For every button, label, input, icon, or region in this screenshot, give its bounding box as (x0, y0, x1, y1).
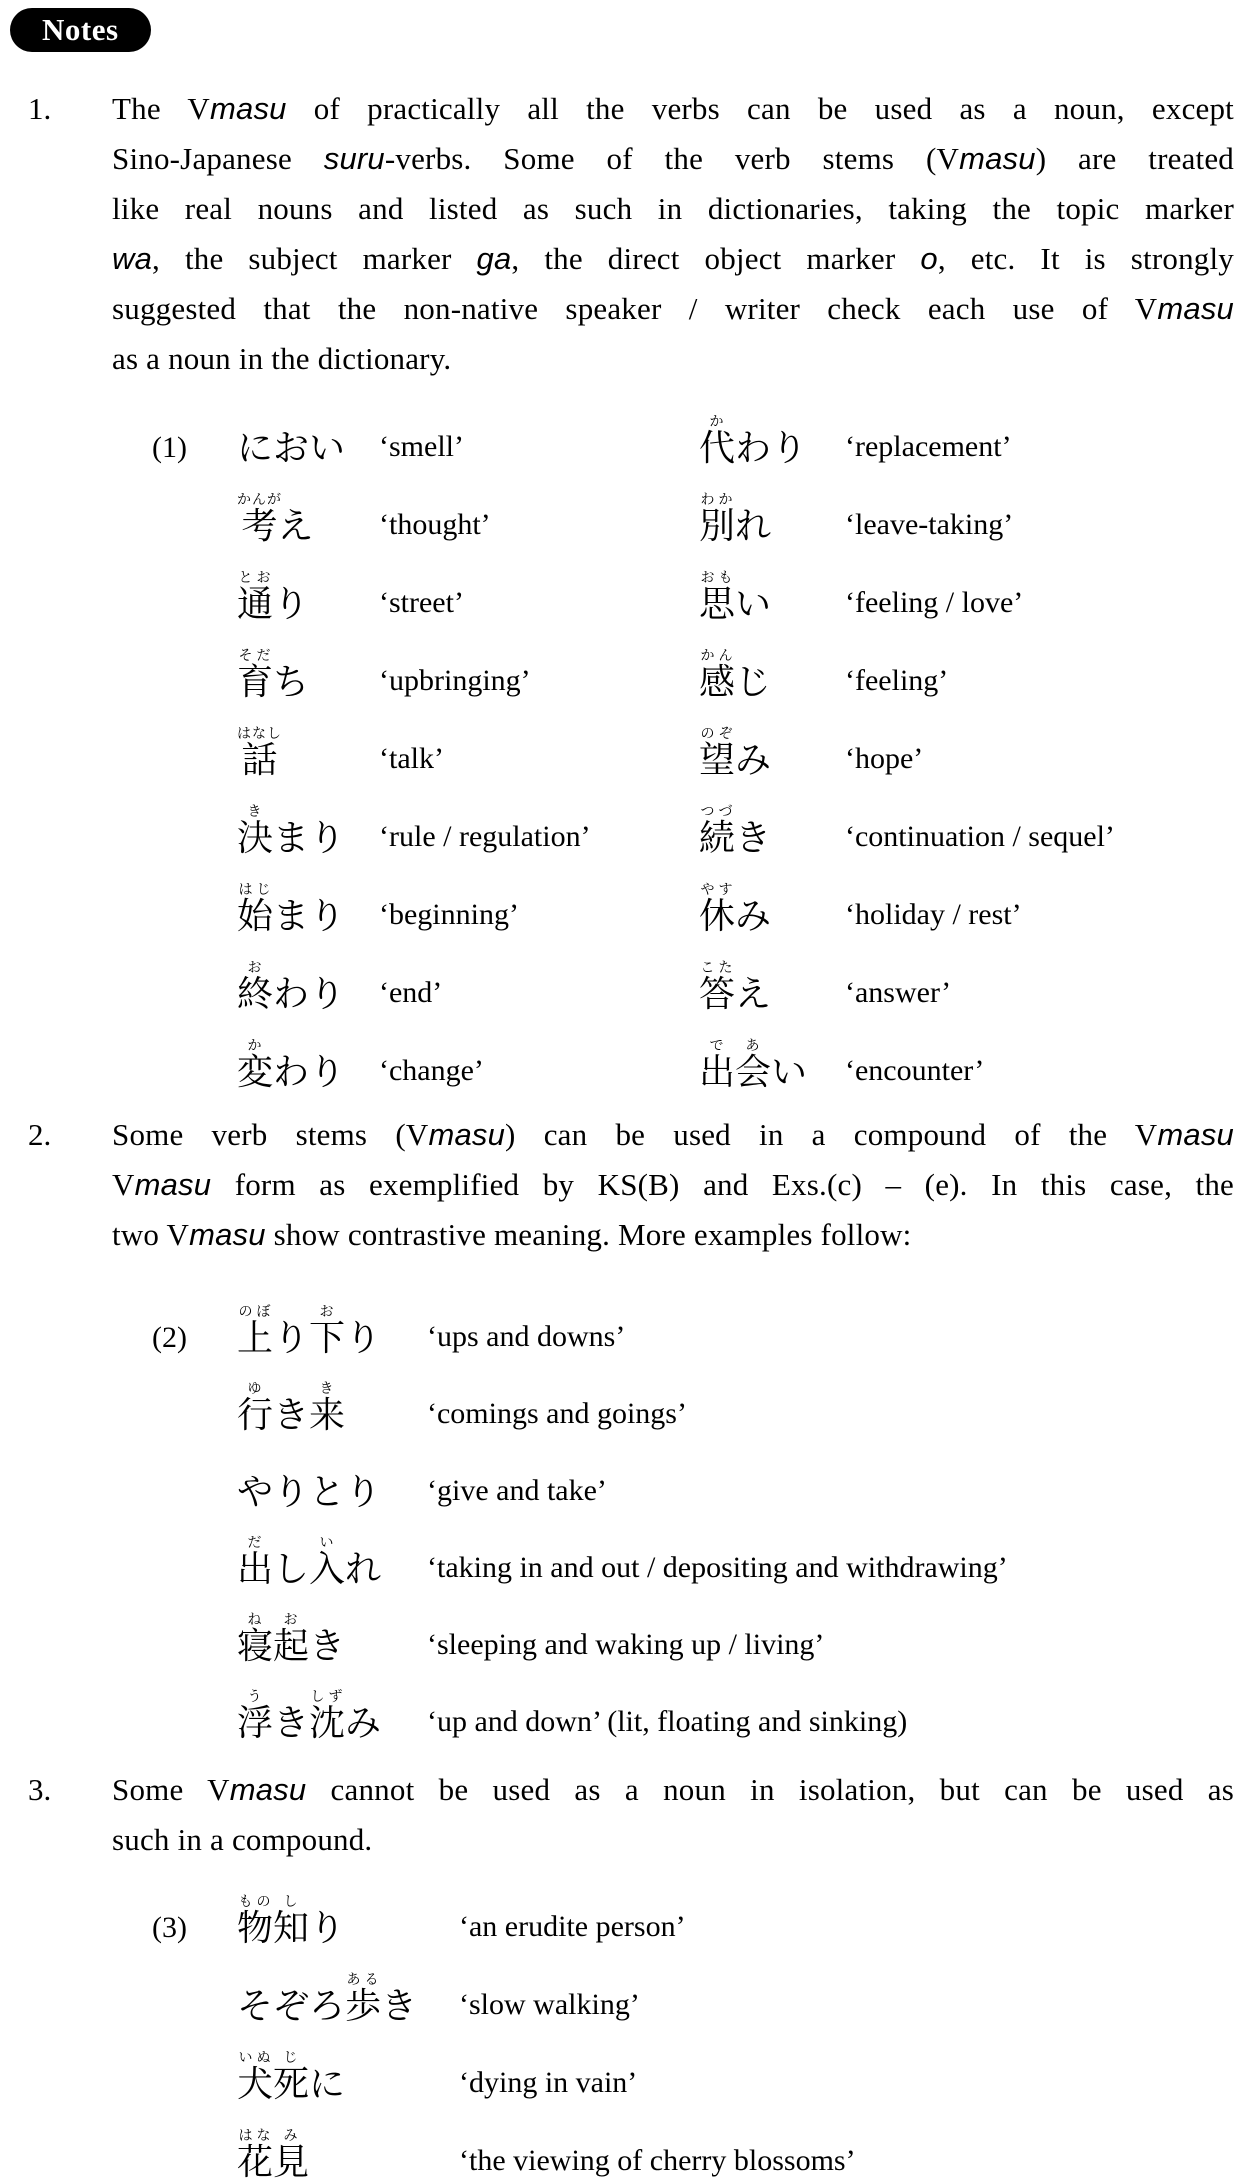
note-text (112, 84, 1234, 384)
kanji-with-furigana: 寝ね (237, 1613, 274, 1666)
english-gloss: ‘leave-taking’ (845, 508, 1014, 541)
kana-text: り (273, 1318, 310, 1358)
vocab-row (152, 1436, 1254, 1513)
furigana: はなし (237, 727, 282, 742)
kana-text: い (771, 1052, 808, 1092)
vocab-row (152, 937, 1254, 1015)
kanji-with-furigana: 望のぞ (699, 727, 736, 780)
english-gloss: ‘dying in vain’ (459, 2066, 638, 2099)
kanji-with-furigana: 来き (309, 1382, 346, 1435)
kanji-with-furigana: 変か (237, 1039, 274, 1092)
kanji-with-furigana: 別わか (699, 493, 736, 546)
kanji-with-furigana: 花はな (237, 2129, 274, 2182)
example-list-1 (152, 391, 1254, 1093)
paragraph-line (112, 284, 1234, 334)
furigana: お (237, 961, 273, 976)
text-run: Some verb stems (V (112, 1117, 429, 1152)
english-gloss: ‘feeling’ (845, 664, 949, 697)
text-run: -verbs. Some of the verb stems (V (384, 141, 960, 176)
note-text (112, 1110, 1234, 1260)
romaji-italic: suru (323, 141, 385, 176)
note-text (112, 1765, 1234, 1865)
furigana: しず (309, 1690, 346, 1705)
english-gloss: ‘smell’ (379, 430, 464, 463)
japanese-term (237, 1536, 427, 1590)
kana-text: れ (345, 1549, 382, 1589)
vocab-row (152, 2027, 1254, 2105)
example-label: (3) (152, 1911, 187, 1944)
kana-text: い (735, 584, 772, 624)
furigana: つづ (699, 805, 736, 820)
paragraph-line (112, 134, 1234, 184)
furigana: いぬ (237, 2051, 274, 2066)
kana-text: やりとり (237, 1472, 382, 1512)
english-gloss: ‘comings and goings’ (427, 1397, 687, 1430)
paragraph-line (112, 334, 1234, 384)
kanji-with-furigana: 物もの (237, 1895, 274, 1948)
kana-text: み (735, 896, 772, 936)
furigana: し (273, 1895, 310, 1910)
japanese-term (237, 1039, 379, 1093)
kanji-with-furigana: 起お (273, 1613, 310, 1666)
furigana: か (237, 1039, 273, 1054)
text-run: V (112, 1167, 135, 1202)
kana-text: き (735, 818, 772, 858)
furigana: こた (699, 961, 736, 976)
japanese-term (237, 1690, 427, 1744)
kanji-with-furigana: 育そだ (237, 649, 274, 702)
note-3 (0, 1765, 1254, 2183)
note-1 (0, 84, 1254, 1093)
japanese-term (237, 961, 379, 1015)
text-run: such in a compound. (112, 1822, 373, 1857)
vocab-row (152, 625, 1254, 703)
text-run: , the subject marker (152, 241, 477, 276)
kana-text: え (277, 506, 314, 546)
furigana: のぞ (699, 727, 736, 742)
vocab-row (152, 1949, 1254, 2027)
english-gloss: ‘feeling / love’ (845, 586, 1024, 619)
paragraph-line (112, 1160, 1234, 1210)
kana-text: り (309, 1908, 346, 1948)
note-number: 3. (28, 1772, 52, 1807)
kanji-with-furigana: 決き (237, 805, 274, 858)
english-gloss: ‘answer’ (845, 976, 952, 1009)
kana-text: し (273, 1549, 310, 1589)
furigana: で (699, 1039, 735, 1054)
note-3-paragraph (0, 1765, 1254, 1865)
japanese-term (237, 649, 379, 703)
paragraph-line (112, 1110, 1234, 1160)
note-number: 1. (28, 91, 52, 126)
furigana: かんが (237, 493, 282, 508)
english-gloss: ‘street’ (379, 586, 464, 619)
kanji-with-furigana: 下お (309, 1305, 346, 1358)
japanese-term (237, 1471, 427, 1513)
kanji-with-furigana: 始はじ (237, 883, 274, 936)
kana-text: そぞろ (237, 1986, 346, 2026)
english-gloss: ‘taking in and out / depositing and withdrawing’ (427, 1551, 1008, 1584)
vocab-row (152, 2105, 1254, 2183)
furigana: のぼ (237, 1305, 274, 1320)
kanji-with-furigana: 浮う (237, 1690, 274, 1743)
japanese-term (237, 1895, 459, 1949)
furigana: わか (699, 493, 736, 508)
romaji-italic: masu (959, 141, 1036, 176)
kanji-with-furigana: 終お (237, 961, 274, 1014)
kanji-with-furigana: 通とお (237, 571, 274, 624)
japanese-term (237, 571, 379, 625)
furigana: か (699, 415, 735, 430)
example-label: (1) (152, 431, 187, 464)
romaji-italic: masu (1157, 1117, 1234, 1152)
furigana: やす (699, 883, 736, 898)
text-run: form as exemplified by KS(B) and Exs.(c) – (e). In this case, the (211, 1167, 1234, 1202)
english-gloss: ‘ups and downs’ (427, 1320, 626, 1353)
kana-text: り (345, 1318, 382, 1358)
kanji-with-furigana: 考かんが (237, 493, 282, 546)
kana-text: き (273, 1703, 310, 1743)
romaji-italic: ga (476, 241, 512, 276)
furigana: とお (237, 571, 274, 586)
english-gloss: ‘up and down’ (lit, floating and sinking) (427, 1705, 908, 1738)
japanese-term (699, 805, 845, 859)
vocab-row (152, 469, 1254, 547)
kanji-with-furigana: 続つづ (699, 805, 736, 858)
kanji-with-furigana: 代か (699, 415, 736, 468)
vocab-row (152, 1667, 1254, 1744)
japanese-term (237, 1305, 427, 1359)
furigana: もの (237, 1895, 274, 1910)
japanese-term (237, 493, 379, 547)
text-run: , the direct object marker (511, 241, 921, 276)
note-2-paragraph (0, 1110, 1254, 1260)
kanji-with-furigana: 出だ (237, 1536, 274, 1589)
kana-text: におい (237, 428, 346, 468)
kanji-with-furigana: 沈しず (309, 1690, 346, 1743)
text-run: as a noun in the dictionary. (112, 341, 452, 376)
furigana: き (309, 1382, 346, 1397)
text-run: two V (112, 1217, 190, 1252)
furigana: ゆ (237, 1382, 273, 1397)
furigana: ある (345, 1973, 382, 1988)
kana-text: わり (273, 974, 346, 1014)
text-run: cannot be used as a noun in isolation, but can be used as (306, 1772, 1235, 1807)
romaji-italic: masu (229, 1772, 307, 1807)
kanji-with-furigana: 入い (309, 1536, 346, 1589)
vocab-row (152, 547, 1254, 625)
furigana: だ (237, 1536, 273, 1551)
japanese-term (699, 571, 845, 625)
kana-text: み (345, 1703, 382, 1743)
japanese-term (699, 649, 845, 703)
japanese-term (699, 1039, 845, 1093)
japanese-term (699, 961, 845, 1015)
japanese-term (237, 427, 379, 469)
kana-text: き (273, 1395, 310, 1435)
vocab-row (152, 391, 1254, 469)
kanji-with-furigana: 知し (273, 1895, 310, 1948)
text-run: suggested that the non-native speaker / writer check each use of V (112, 291, 1158, 326)
vocab-row (152, 1282, 1254, 1359)
text-run: like real nouns and listed as such in dictionaries, taking the topic marker (112, 191, 1234, 226)
paragraph-line (112, 1210, 1234, 1260)
kana-text: り (273, 584, 310, 624)
kana-text: わり (735, 428, 808, 468)
english-gloss: ‘encounter’ (845, 1054, 985, 1087)
english-gloss: ‘replacement’ (845, 430, 1012, 463)
furigana: お (273, 1613, 310, 1628)
kanji-with-furigana: 答こた (699, 961, 736, 1014)
kana-text: え (735, 974, 772, 1014)
romaji-italic: masu (189, 1217, 266, 1252)
example-label: (2) (152, 1321, 187, 1354)
text-run: ) can be used in a compound of the V (505, 1117, 1158, 1152)
text-run: Some V (112, 1772, 230, 1807)
english-gloss: ‘an erudite person’ (459, 1910, 686, 1943)
furigana: おも (699, 571, 736, 586)
english-gloss: ‘slow walking’ (459, 1988, 640, 2021)
english-gloss: ‘end’ (379, 976, 443, 1009)
romaji-italic: masu (1157, 291, 1234, 326)
paragraph-line (112, 234, 1234, 284)
kana-text: まり (273, 896, 346, 936)
japanese-term (237, 883, 379, 937)
vocab-row (152, 1590, 1254, 1667)
english-gloss: ‘talk’ (379, 742, 444, 775)
english-gloss: ‘hope’ (845, 742, 924, 775)
kana-text: ち (273, 662, 310, 702)
japanese-term (237, 1382, 427, 1436)
kanji-with-furigana: 上のぼ (237, 1305, 274, 1358)
kanji-with-furigana: 歩ある (345, 1973, 382, 2026)
furigana: あ (735, 1039, 772, 1054)
furigana: かん (699, 649, 736, 664)
kana-text: き (309, 1626, 346, 1666)
kana-text: に (309, 2064, 346, 2104)
japanese-term (237, 2129, 459, 2183)
english-gloss: ‘the viewing of cherry blossoms’ (459, 2144, 856, 2177)
kanji-with-furigana: 行ゆ (237, 1382, 274, 1435)
example-list-2 (152, 1282, 1254, 1744)
text-run: show contrastive meaning. More examples follow: (265, 1217, 912, 1252)
kanji-with-furigana: 出で (699, 1039, 736, 1092)
japanese-term (237, 1973, 459, 2027)
japanese-term (699, 883, 845, 937)
vocab-row (152, 1871, 1254, 1949)
kanji-with-furigana: 犬いぬ (237, 2051, 274, 2104)
kana-text: わり (273, 1052, 346, 1092)
note-number: 2. (28, 1117, 52, 1152)
paragraph-line (112, 84, 1234, 134)
romaji-italic: masu (134, 1167, 212, 1202)
furigana: う (237, 1690, 273, 1705)
english-gloss: ‘give and take’ (427, 1474, 607, 1507)
note-2 (0, 1110, 1254, 1744)
english-gloss: ‘upbringing’ (379, 664, 531, 697)
text-run: , etc. It is strongly (937, 241, 1234, 276)
vocab-row (152, 781, 1254, 859)
romaji-italic: masu (428, 1117, 506, 1152)
furigana: はな (237, 2129, 274, 2144)
notes-badge: Notes (10, 8, 151, 52)
note-1-paragraph (0, 84, 1254, 384)
kanji-with-furigana: 見み (273, 2129, 310, 2182)
vocab-row (152, 1359, 1254, 1436)
japanese-term (699, 415, 845, 469)
japanese-term (237, 1613, 427, 1667)
text-run: of practically all the verbs can be used as a noun, except (286, 91, 1234, 126)
romaji-italic: masu (210, 91, 287, 126)
paragraph-line (112, 1815, 1234, 1865)
text-run: The V (112, 91, 210, 126)
example-list-3 (152, 1871, 1254, 2183)
vocab-row (152, 1015, 1254, 1093)
kana-text: き (381, 1986, 418, 2026)
japanese-term (237, 2051, 459, 2105)
japanese-term (237, 805, 379, 859)
kana-text: み (735, 740, 772, 780)
english-gloss: ‘holiday / rest’ (845, 898, 1022, 931)
kanji-with-furigana: 死じ (273, 2051, 310, 2104)
furigana: じ (273, 2051, 310, 2066)
kanji-with-furigana: 話はなし (237, 727, 282, 780)
kanji-with-furigana: 感かん (699, 649, 736, 702)
furigana: き (237, 805, 273, 820)
vocab-row (152, 1513, 1254, 1590)
furigana: み (273, 2129, 310, 2144)
english-gloss: ‘thought’ (379, 508, 491, 541)
japanese-term (237, 727, 379, 781)
japanese-term (699, 493, 845, 547)
paragraph-line (112, 184, 1234, 234)
paragraph-line (112, 1765, 1234, 1815)
romaji-italic: wa (112, 241, 153, 276)
english-gloss: ‘continuation / sequel’ (845, 820, 1115, 853)
english-gloss: ‘beginning’ (379, 898, 519, 931)
furigana: ね (237, 1613, 273, 1628)
vocab-row (152, 859, 1254, 937)
kana-text: じ (735, 662, 772, 702)
romaji-italic: o (920, 241, 938, 276)
text-run: ) are treated (1035, 141, 1234, 176)
furigana: い (309, 1536, 346, 1551)
japanese-term (699, 727, 845, 781)
kana-text: まり (273, 818, 346, 858)
kanji-with-furigana: 休やす (699, 883, 736, 936)
english-gloss: ‘change’ (379, 1054, 484, 1087)
kanji-with-furigana: 会あ (735, 1039, 772, 1092)
vocab-row (152, 703, 1254, 781)
furigana: そだ (237, 649, 274, 664)
kanji-with-furigana: 思おも (699, 571, 736, 624)
english-gloss: ‘rule / regulation’ (379, 820, 591, 853)
furigana: お (309, 1305, 346, 1320)
kana-text: れ (735, 506, 772, 546)
english-gloss: ‘sleeping and waking up / living’ (427, 1628, 825, 1661)
furigana: はじ (237, 883, 274, 898)
text-run: Sino-Japanese (112, 141, 324, 176)
